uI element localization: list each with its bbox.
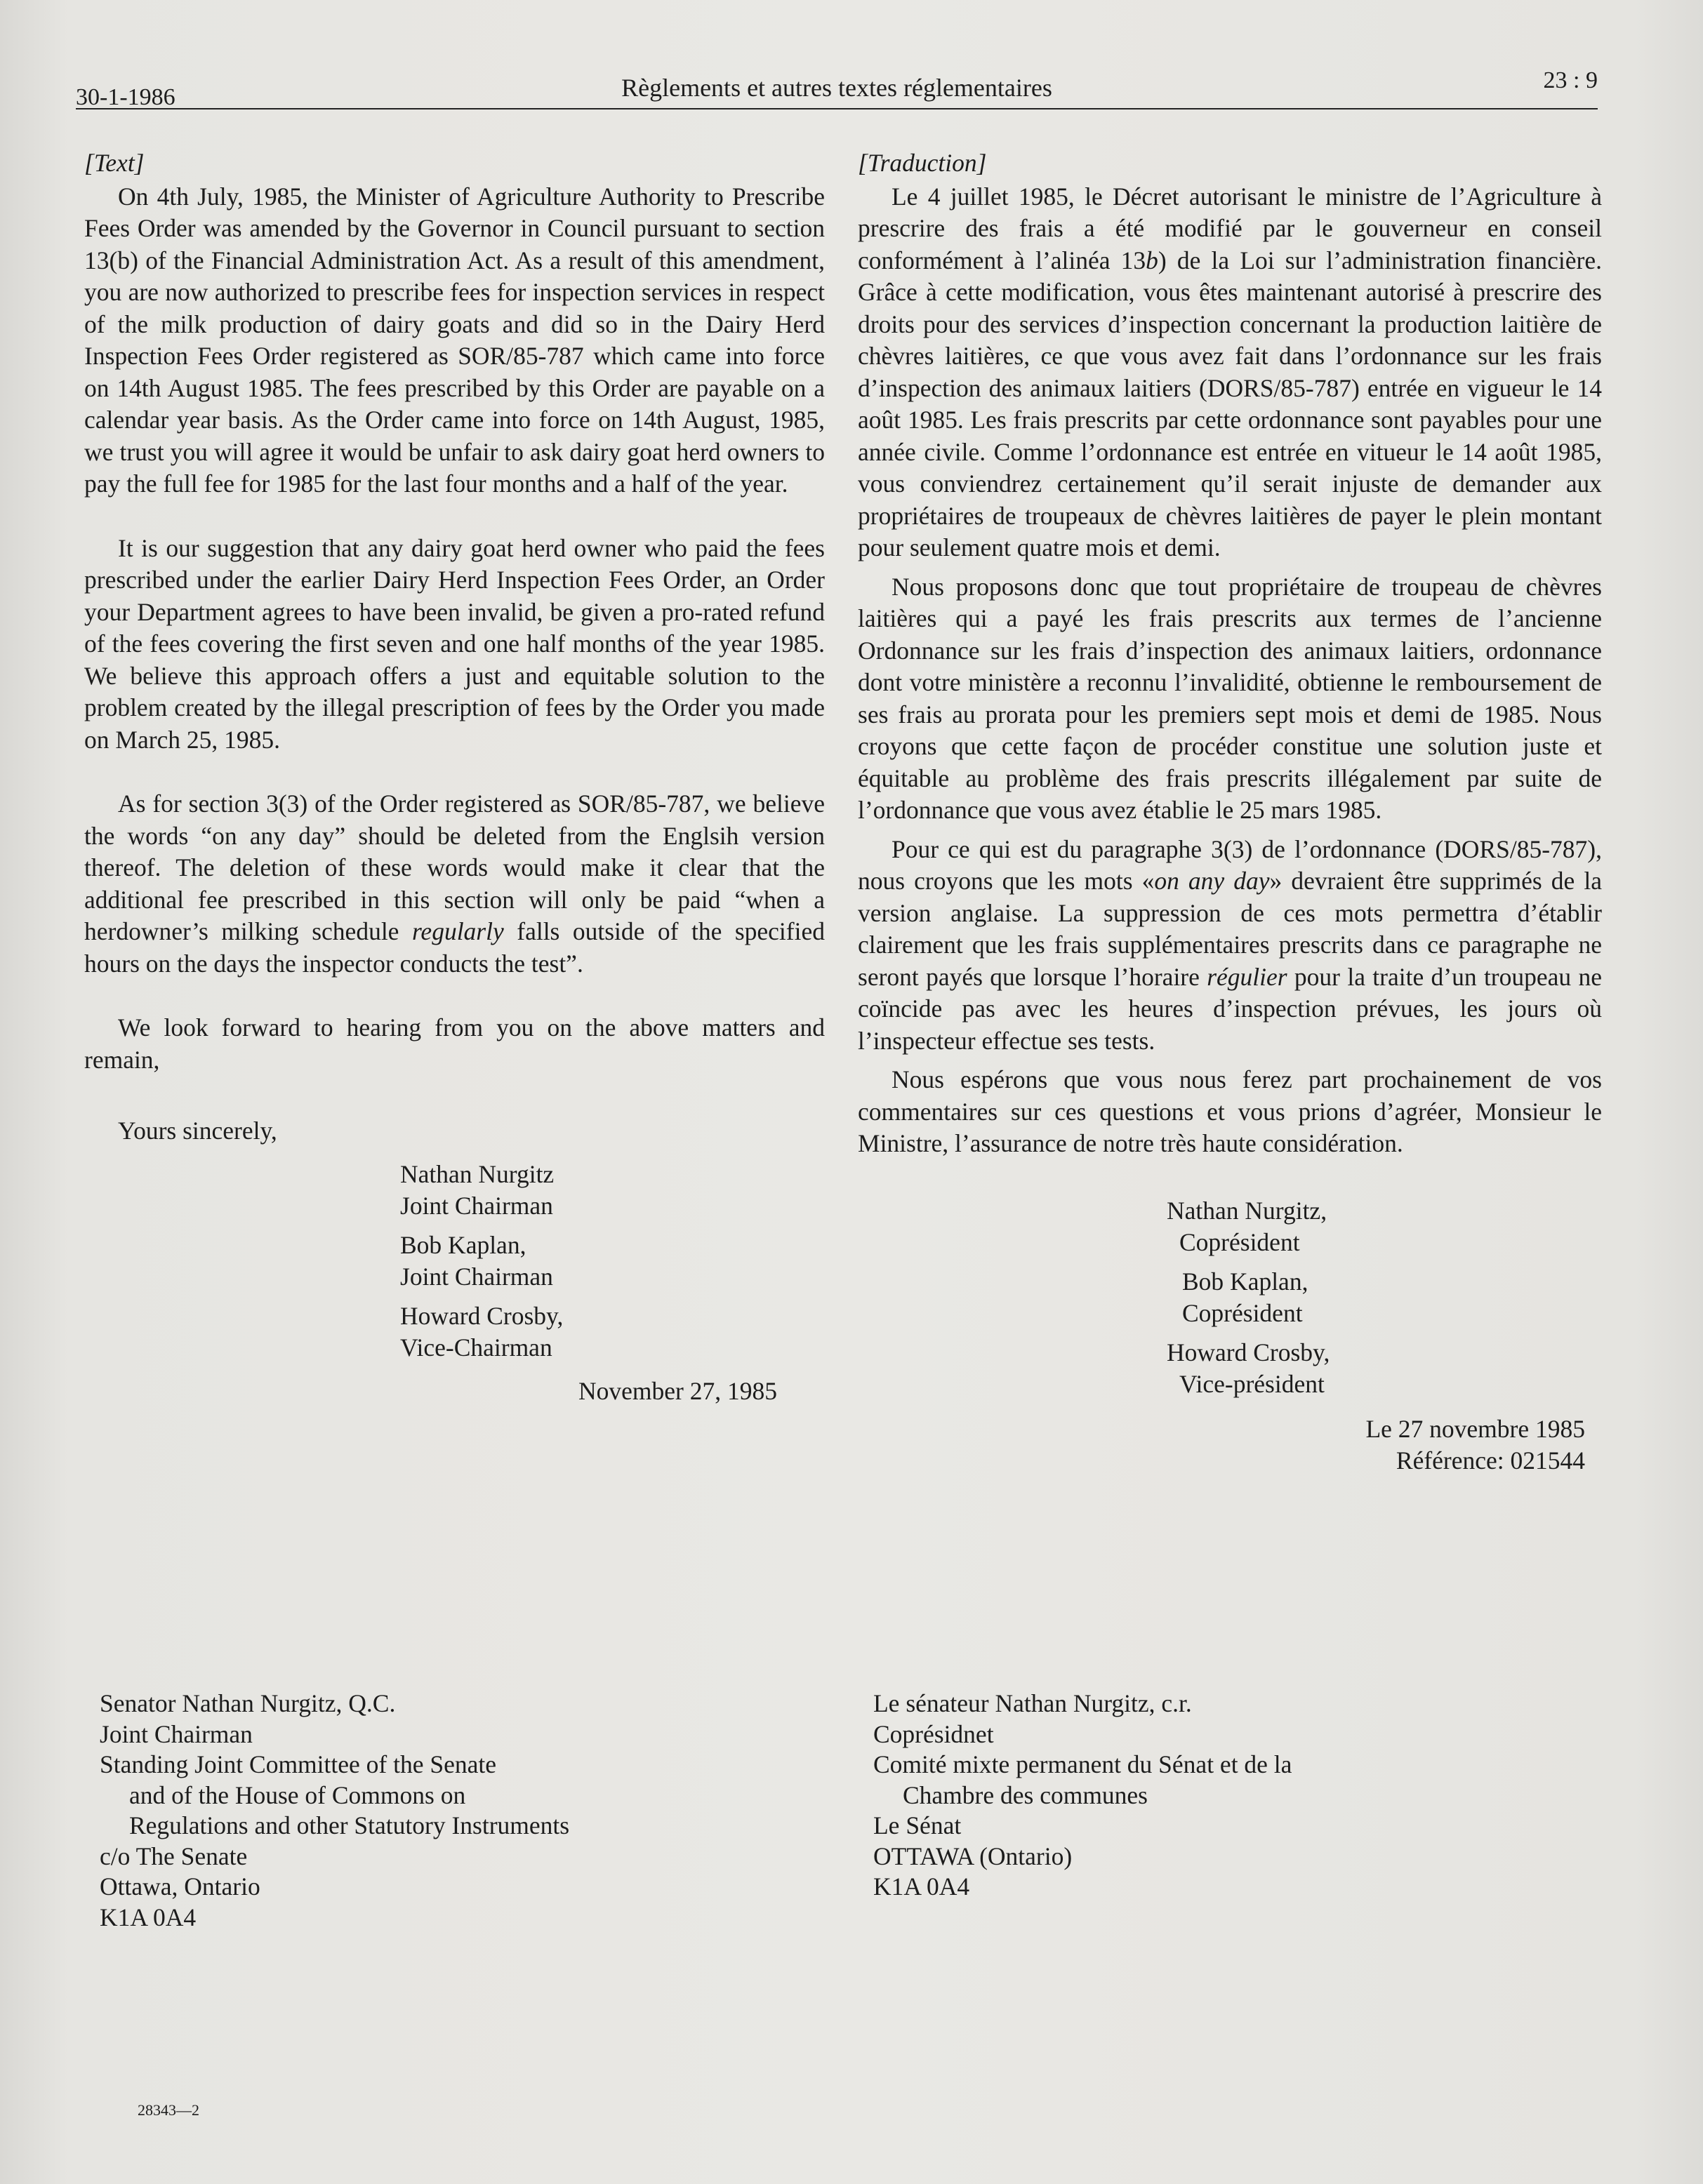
signatory-role: Coprésident — [1179, 1228, 1300, 1256]
english-letter-date: November 27, 1985 — [578, 1376, 777, 1405]
english-p3-text-a: As for section 3(3) of the Order registered as SOR/85-787, we believe the words “on any day” should be deleted from the Englsih version thereof. The deletion of these words would make it clear that the additional fee prescribed in this section will only be paid “when a herdowner’s milking schedule — [84, 790, 825, 945]
header-page-number: 23 : 9 — [1543, 67, 1598, 93]
english-p3-text-b: falls outside of the specified hours on the days the inspector conducts the test”. — [84, 917, 825, 978]
signatory-role: Vice-Chairman — [400, 1333, 552, 1361]
text-label: [Text] — [84, 149, 145, 177]
address-line: c/o The Senate — [100, 1842, 248, 1870]
english-paragraph-1: On 4th July, 1985, the Minister of Agriculture Authority to Prescribe Fees Order was amended by the Governor in Council pursuant to section 13(b) of the Financial Administration Act. As a result of this amendment, you are now authorized to prescribe fees for inspection services in respect of the milk production of dairy goats and did so in the Dairy Herd Inspection Fees Order registered as SOR/85-787 which came into force on 14th August 1985. The fees prescribed by this Order are payable on a calendar year basis. As the Order came into force on 14th August, 1985, we trust you will agree it would be unfair to ask dairy goat herd owners to pay the full fee for 1985 for the last four months and a half of the year. — [84, 182, 825, 498]
signatory-name: Nathan Nurgitz, — [1167, 1196, 1327, 1225]
french-paragraph-2: Nous proposons donc que tout propriétaire de troupeau de chèvres laitières qui a payé les frais prescrits aux termes de l’ancienne Ordonnance sur les frais d’inspection des animaux laitiers, ordonnance dont votre ministère a reconnu l’invalidité, obtienne le remboursement de ses frais au prorata pour les premiers sept mois et demi de 1985. Nous croyons que cette façon de procéder constitue une solution juste et équitable au problème des frais prescrits illégalement par suite de l’ordonnance que vous avez établie le 25 mars 1985. — [858, 572, 1602, 824]
address-line: Regulations and other Statutory Instruments — [129, 1811, 570, 1839]
print-code: 28343—2 — [138, 2101, 199, 2119]
address-line: Senator Nathan Nurgitz, Q.C. — [100, 1689, 396, 1717]
signatory-name: Bob Kaplan, — [1182, 1267, 1308, 1296]
signatory-name: Bob Kaplan, — [400, 1230, 526, 1259]
address-line: Chambre des communes — [903, 1780, 1148, 1809]
french-p3-text-c: pour la traite d’un troupeau ne coïncide pas avec les heures d’inspection prévues, les jours où l’inspecteur effectue ses tests. — [858, 962, 1602, 1055]
address-line: Standing Joint Committee of the Senate — [100, 1750, 496, 1778]
french-p1-text-a: Le 4 juillet 1985, le Décret autorisant le ministre de l’Agriculture à prescrire des frais a été modifié par le gouverneur en conseil conformément à l’alinéa 13 — [858, 182, 1602, 274]
english-p3-italic: regularly — [411, 917, 504, 945]
salutation: Yours sincerely, — [118, 1117, 277, 1145]
french-column — [858, 147, 1602, 1477]
signatory — [400, 1230, 825, 1293]
signatory — [400, 1300, 825, 1364]
address-line: Le Sénat — [873, 1811, 962, 1839]
signatory-name: Nathan Nurgitz — [400, 1159, 555, 1188]
signatory-role: Joint Chairman — [400, 1192, 553, 1220]
signatory — [1167, 1337, 1602, 1401]
french-p3-text-a: Pour ce qui est du paragraphe 3(3) de l’ordonnance (DORS/85-787), nous croyons que les mots « — [858, 834, 1602, 895]
signatory-name: Howard Crosby, — [1167, 1338, 1330, 1366]
french-letter-date: Le 27 novembre 1985 — [1365, 1414, 1585, 1443]
traduction-label: [Traduction] — [858, 149, 987, 177]
french-p3-text-b: » devraient être supprimés de la version anglaise. La suppression de ces mots permettra d’établir clairement que les frais supplémentaires prescrits dans ce paragraphe ne seront payés que lorsque l’horaire — [858, 867, 1603, 991]
address-line: and of the House of Commons on — [129, 1780, 466, 1809]
english-address-block — [100, 1689, 569, 1933]
english-paragraph-2: It is our suggestion that any dairy goat herd owner who paid the fees prescribed under the earlier Dairy Herd Inspection Fees Order, an Order your Department agrees to have been invalid, be given a pro-rated refund of the fees covering the first seven and one half months of the year 1985. We believe this approach offers a just and equitable solution to the problem created by the illegal prescription of fees by the Order you made on March 25, 1985. — [84, 533, 825, 754]
french-paragraph-1 — [858, 181, 1602, 564]
english-signatories — [84, 1159, 825, 1364]
address-line: Ottawa, Ontario — [100, 1872, 260, 1900]
page-header — [76, 67, 1598, 112]
french-paragraph-3 — [858, 834, 1602, 1058]
reference-number: Référence: 021544 — [1396, 1446, 1585, 1474]
address-line: Le sénateur Nathan Nurgitz, c.r. — [873, 1689, 1192, 1717]
french-p1-text-b: ) de la Loi sur l’administration financière. Grâce à cette modification, vous êtes maintenant autorisé à prescrire des droits pour des services d’inspection concernant la production laitière de chèvres laitières, ce que vous avez fait dans l’ordonnance sur les frais d’inspection des animaux laitiers (DORS/85-787) entrée en vigueur le 14 août 1985. Les frais prescrits par cette ordonnance sont payables pour une année civile. Comme l’ordonnance est entrée en vitueur le 14 août 1985, vous conviendrez certainement qu’il serait injuste de demander aux propriétaires de troupeaux de chèvres laitières de payer le plein montant pour seulement quatre mois et demi. — [858, 246, 1602, 561]
french-p3-italic-2: régulier — [1207, 962, 1287, 991]
french-address-block — [873, 1689, 1292, 1903]
french-p1-italic: b — [1146, 246, 1158, 274]
french-signatories — [858, 1195, 1602, 1401]
header-rule — [76, 108, 1598, 109]
signatory-role: Joint Chairman — [400, 1263, 553, 1291]
french-p3-italic-1: on any day — [1154, 867, 1270, 895]
header-title: Règlements et autres textes réglementaires — [621, 74, 1052, 102]
address-line: Comité mixte permanent du Sénat et de la — [873, 1750, 1292, 1778]
signatory — [400, 1159, 825, 1223]
address-line: K1A 0A4 — [873, 1872, 970, 1900]
english-column — [84, 147, 825, 1407]
french-paragraph-4: Nous espérons que vous nous ferez part prochainement de vos commentaires sur ces questions et vous prions d’agréer, Monsieur le Ministre, l’assurance de notre très haute considération. — [858, 1065, 1602, 1157]
signatory-role: Vice-président — [1179, 1370, 1325, 1398]
address-line: Coprésidnet — [873, 1719, 994, 1748]
header-date: 30-1-1986 — [76, 84, 175, 110]
address-line: K1A 0A4 — [100, 1903, 197, 1931]
signatory-role: Coprésident — [1182, 1299, 1303, 1327]
english-paragraph-3 — [84, 788, 825, 980]
address-line: OTTAWA (Ontario) — [873, 1842, 1073, 1870]
signatory — [1167, 1195, 1602, 1259]
address-line: Joint Chairman — [100, 1719, 253, 1748]
english-paragraph-4: We look forward to hearing from you on the above matters and remain, — [84, 1013, 825, 1074]
signatory-name: Howard Crosby, — [400, 1301, 564, 1330]
signatory — [1182, 1266, 1602, 1330]
